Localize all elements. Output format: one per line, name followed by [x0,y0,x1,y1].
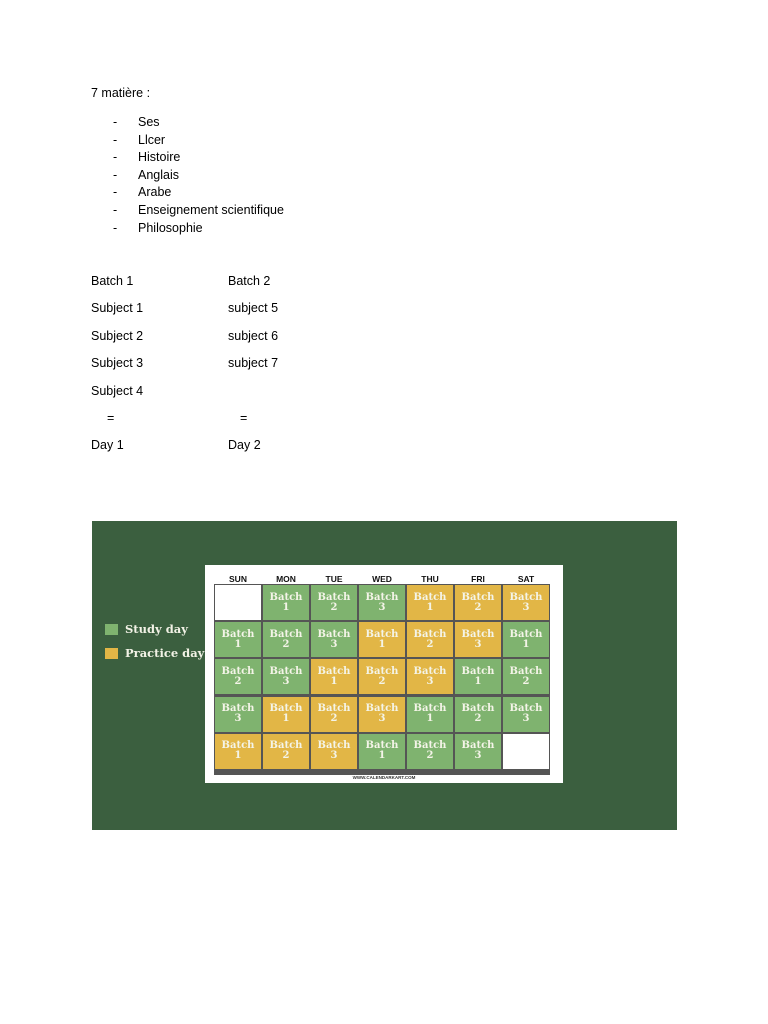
cell-batch-number: 1 [522,638,530,650]
cell-label: Batch [365,703,399,715]
cell-batch-number: 3 [426,675,434,687]
calendar-cell-empty [503,734,549,769]
cell-batch-number: 1 [282,713,290,725]
cell-batch-number: 1 [426,713,434,725]
calendar-card [205,565,563,783]
cell-batch-number: 3 [330,750,338,762]
cell-label: Batch [317,703,351,715]
cell-label: Batch [413,703,447,715]
batch-1-column [91,274,143,466]
day-header-thu: THU [421,574,439,584]
subject-list [113,114,284,237]
calendar-cell-study [215,659,261,694]
calendar-cell-practice [311,659,357,694]
cell-batch-number: 1 [234,750,242,762]
practice-swatch-icon [105,648,118,659]
calendar-cell-study [503,622,549,657]
calendar-cell-practice [455,585,501,620]
heading: 7 matière : [91,86,151,100]
list-item: - Philosophie [113,220,203,235]
cell-batch-number: 1 [426,601,434,613]
cell-batch-number: 2 [330,713,338,725]
list-item: - Anglais [113,167,179,182]
day-header-tue: TUE [325,574,343,584]
cell-batch-number: 3 [522,601,530,613]
cell-label: Batch [221,740,255,752]
list-item: - Llcer [113,132,166,147]
cell-label: Batch [269,703,303,715]
cell-batch-number: 3 [282,675,290,687]
legend-practice [105,646,204,660]
cell-label: Batch [413,740,447,752]
cell-label: Batch [365,740,399,752]
cell-label: Batch [221,628,255,640]
calendar-cell-study [455,659,501,694]
cell-batch-number: 2 [474,713,482,725]
calendar-cell-study [455,697,501,732]
cell-label: Batch [269,665,303,677]
cell-batch-number: 2 [474,601,482,613]
day-header-sun: SUN [229,574,247,584]
cell-label: Batch [365,591,399,603]
calendar-cell-study [407,697,453,732]
day-header-wed: WED [372,574,392,584]
cell-batch-number: 1 [378,638,386,650]
legend-practice-label: Practice day [125,646,205,660]
cell-batch-number: 3 [474,750,482,762]
cell-label: Batch [413,628,447,640]
calendar-cell-practice [407,622,453,657]
cell-batch-number: 1 [378,750,386,762]
calendar-cell-practice [407,585,453,620]
cell-batch-number: 2 [330,601,338,613]
cell-label: Batch [509,665,543,677]
calendar-grid [214,584,550,775]
study-swatch-icon [105,624,118,635]
day-header-fri: FRI [471,574,485,584]
subject-row: Subject 4 [91,383,144,398]
cell-label: Batch [365,665,399,677]
cell-label: Batch [221,703,255,715]
cell-label: Batch [413,665,447,677]
cell-label: Batch [461,703,495,715]
legend-study [105,622,188,636]
cell-batch-number: 2 [282,750,290,762]
calendar-cell-study [263,622,309,657]
batch-title: Batch 2 [228,274,271,288]
calendar-cell-study [455,734,501,769]
list-item: - Arabe [113,185,172,200]
calendar-cell-study [215,697,261,732]
cell-label: Batch [317,628,351,640]
calendar-footer: WWW.CALENDARKART.COM [352,775,416,780]
list-item: - Enseignement scientifique [113,202,284,217]
legend-study-label: Study day [125,622,188,636]
cell-label: Batch [461,591,495,603]
day-label: Day 2 [228,438,261,453]
cell-label: Batch [365,628,399,640]
cell-batch-number: 2 [378,675,386,687]
batch-2-column [228,274,278,466]
calendar-cell-practice [407,659,453,694]
cell-label: Batch [509,703,543,715]
calendar-cell-practice [311,734,357,769]
cell-label: Batch [317,591,351,603]
calendar-cell-study [311,622,357,657]
calendar-cell-practice [215,734,261,769]
day-label: Day 1 [91,438,124,453]
cell-batch-number: 2 [234,675,242,687]
calendar-cell-study [503,659,549,694]
cell-label: Batch [269,740,303,752]
cell-label: Batch [413,591,447,603]
subject-row: Subject 1 [91,301,144,316]
calendar-cell-practice [359,659,405,694]
subject-row [228,384,278,411]
cell-label: Batch [509,591,543,603]
day-header-sat: SAT [517,574,535,584]
calendar-cell-practice [359,697,405,732]
cell-batch-number: 2 [522,675,530,687]
cell-batch-number: 2 [426,750,434,762]
day-header-mon: MON [276,574,296,584]
calendar-cell-study [263,585,309,620]
calendar-cell-practice [263,734,309,769]
calendar-cell-study [503,697,549,732]
cell-label: Batch [461,740,495,752]
cell-label: Batch [461,628,495,640]
subject-row: Subject 2 [91,328,144,343]
equals-sign: = [240,410,248,425]
cell-label: Batch [317,740,351,752]
calendar-cell-study [263,659,309,694]
cell-batch-number: 3 [474,638,482,650]
cell-batch-number: 2 [282,638,290,650]
cell-batch-number: 3 [330,638,338,650]
cell-label: Batch [461,665,495,677]
cell-batch-number: 3 [234,713,242,725]
subject-row: subject 7 [228,356,279,371]
calendar-cell-practice [455,622,501,657]
cell-batch-number: 3 [522,713,530,725]
cell-batch-number: 1 [330,675,338,687]
batch-title: Batch 1 [91,274,134,288]
cell-batch-number: 3 [378,713,386,725]
cell-label: Batch [509,628,543,640]
calendar-cell-practice [311,697,357,732]
cell-batch-number: 2 [426,638,434,650]
calendar-cell-study [215,622,261,657]
subject-row: subject 5 [228,301,279,316]
list-item: - Histoire [113,150,181,165]
calendar-cell-study [311,585,357,620]
subject-row: subject 6 [228,328,279,343]
cell-batch-number: 1 [474,675,482,687]
calendar-cell-study [407,734,453,769]
calendar-cell-practice [263,697,309,732]
calendar-cell-study [359,734,405,769]
calendar-cell-practice [503,585,549,620]
cell-label: Batch [317,665,351,677]
cell-batch-number: 1 [234,638,242,650]
calendar-image [92,521,677,830]
subject-row: Subject 3 [91,356,144,371]
list-item: - Ses [113,115,160,129]
cell-label: Batch [269,591,303,603]
cell-label: Batch [221,665,255,677]
calendar-cell-empty [215,585,261,620]
cell-label: Batch [269,628,303,640]
calendar-cell-practice [359,622,405,657]
cell-batch-number: 1 [282,601,290,613]
calendar-cell-study [359,585,405,620]
equals-sign: = [107,410,115,425]
cell-batch-number: 3 [378,601,386,613]
